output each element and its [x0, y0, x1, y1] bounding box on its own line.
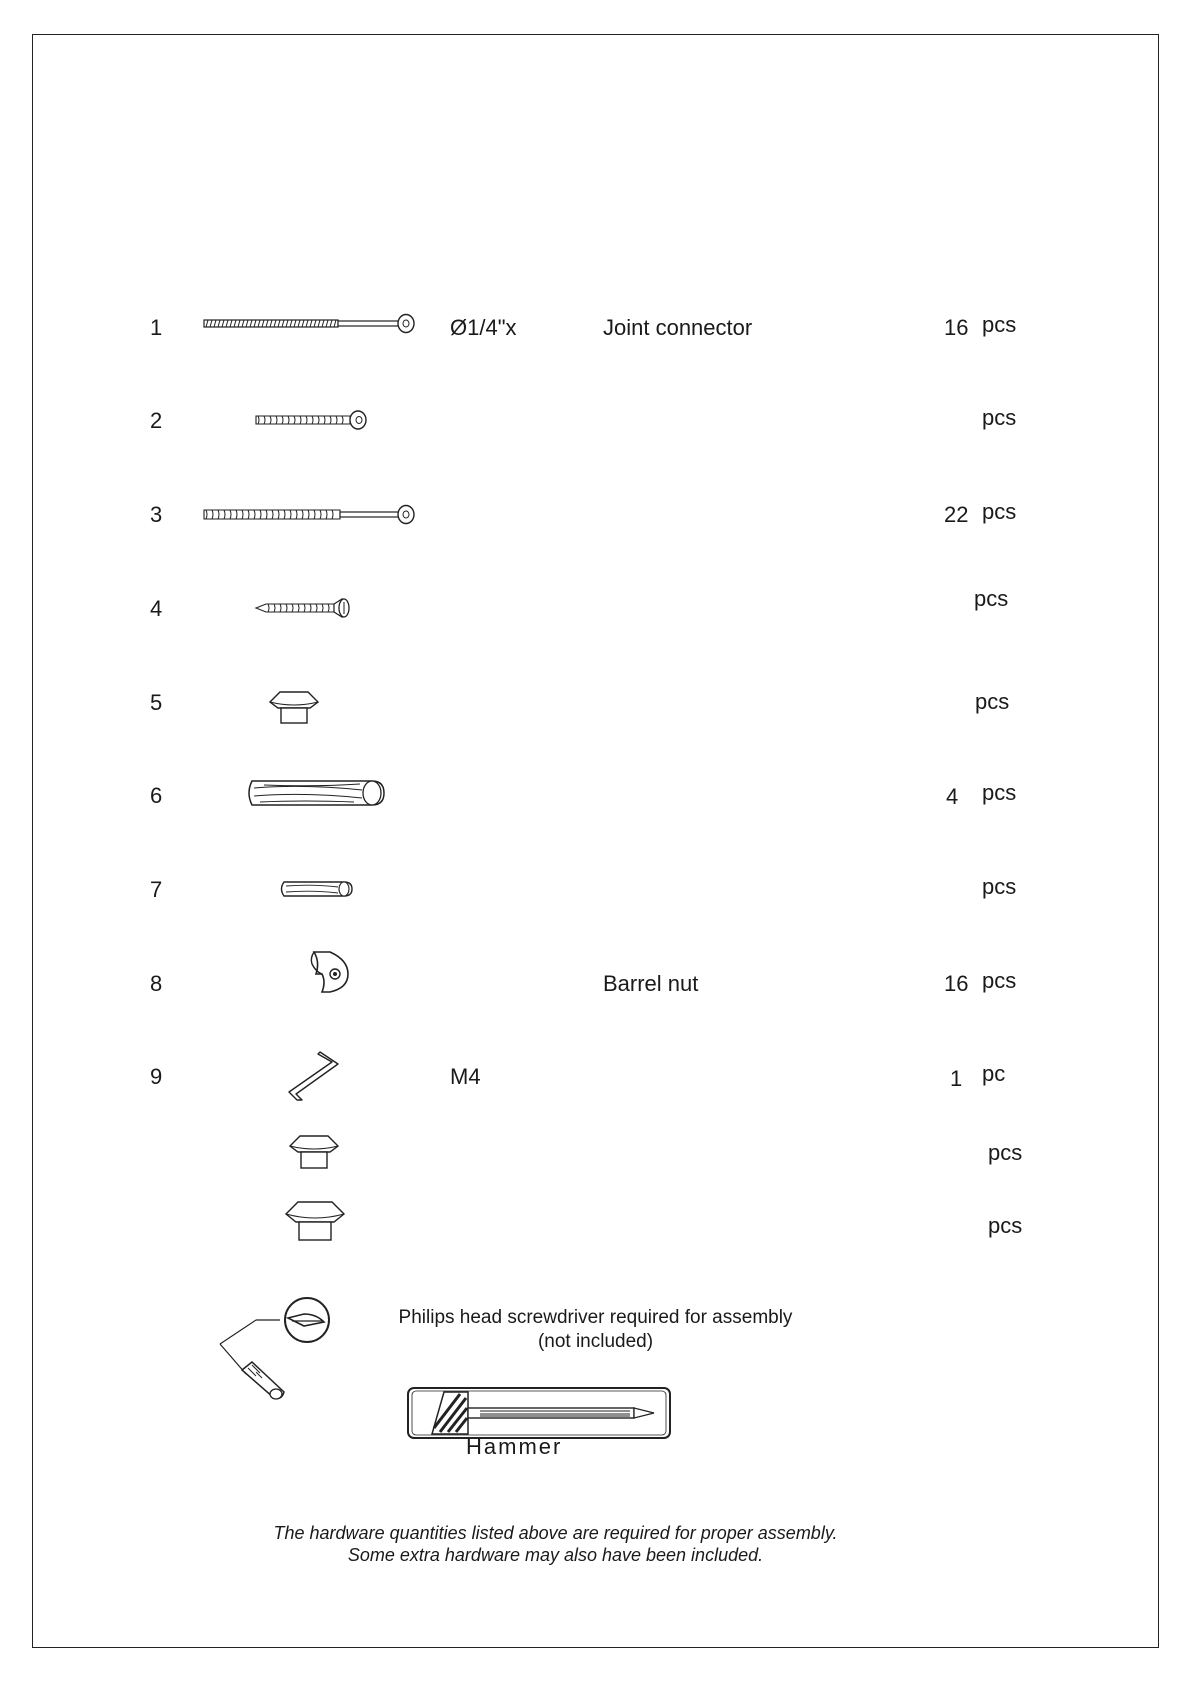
- item-unit: pcs: [974, 586, 1009, 611]
- item-description: Joint connector: [603, 315, 753, 340]
- item-number: 7: [150, 877, 163, 902]
- item-spec: Ø1/4"x: [450, 315, 517, 340]
- allen-key-icon: [286, 1048, 342, 1102]
- long-bolt-icon: [202, 312, 418, 336]
- item-unit: pcs: [982, 968, 1017, 993]
- item-number: 9: [150, 1064, 163, 1089]
- item-unit: pcs: [982, 499, 1017, 524]
- cap-icon: [266, 686, 322, 726]
- item-unit: pcs: [982, 874, 1017, 899]
- item-unit: pcs: [982, 780, 1017, 805]
- item-description: Barrel nut: [603, 971, 699, 996]
- item-quantity: 16: [944, 315, 969, 340]
- item-unit: pcs: [982, 312, 1017, 337]
- item-quantity: 16: [944, 971, 969, 996]
- barrel-nut-icon: [308, 948, 356, 996]
- item-unit: pc: [982, 1061, 1006, 1086]
- item-number: 2: [150, 408, 163, 433]
- item-number: 6: [150, 783, 163, 808]
- item-spec: M4: [450, 1064, 481, 1089]
- footer-note: The hardware quantities listed above are required for proper assembly.: [273, 1523, 838, 1543]
- item-unit: pcs: [975, 689, 1010, 714]
- item-number: 3: [150, 502, 163, 527]
- item-number: 5: [150, 690, 163, 715]
- small-dowel-icon: [278, 878, 356, 900]
- item-unit: pcs: [988, 1213, 1023, 1238]
- item-unit: pcs: [988, 1140, 1023, 1165]
- item-number: 8: [150, 971, 163, 996]
- item-number: 4: [150, 596, 163, 621]
- large-cap-icon: [282, 1198, 348, 1244]
- item-unit: pcs: [982, 405, 1017, 430]
- footer-note-sub: Some extra hardware may also have been included.: [347, 1545, 764, 1565]
- hammer-label: Hammer: [466, 1434, 563, 1459]
- item-quantity: 22: [944, 502, 969, 527]
- item-quantity: 4: [946, 784, 959, 809]
- wood-screw-icon: [254, 596, 358, 620]
- long-screw-icon: [202, 503, 418, 527]
- screwdriver-note-sub: (not included): [537, 1331, 654, 1352]
- small-cap-icon: [286, 1132, 342, 1172]
- screwdriver-note: Philips head screwdriver required for assembly: [398, 1307, 793, 1328]
- large-dowel-icon: [244, 778, 388, 808]
- item-quantity: 1: [950, 1066, 963, 1091]
- item-number: 1: [150, 315, 163, 340]
- short-screw-icon: [254, 409, 372, 431]
